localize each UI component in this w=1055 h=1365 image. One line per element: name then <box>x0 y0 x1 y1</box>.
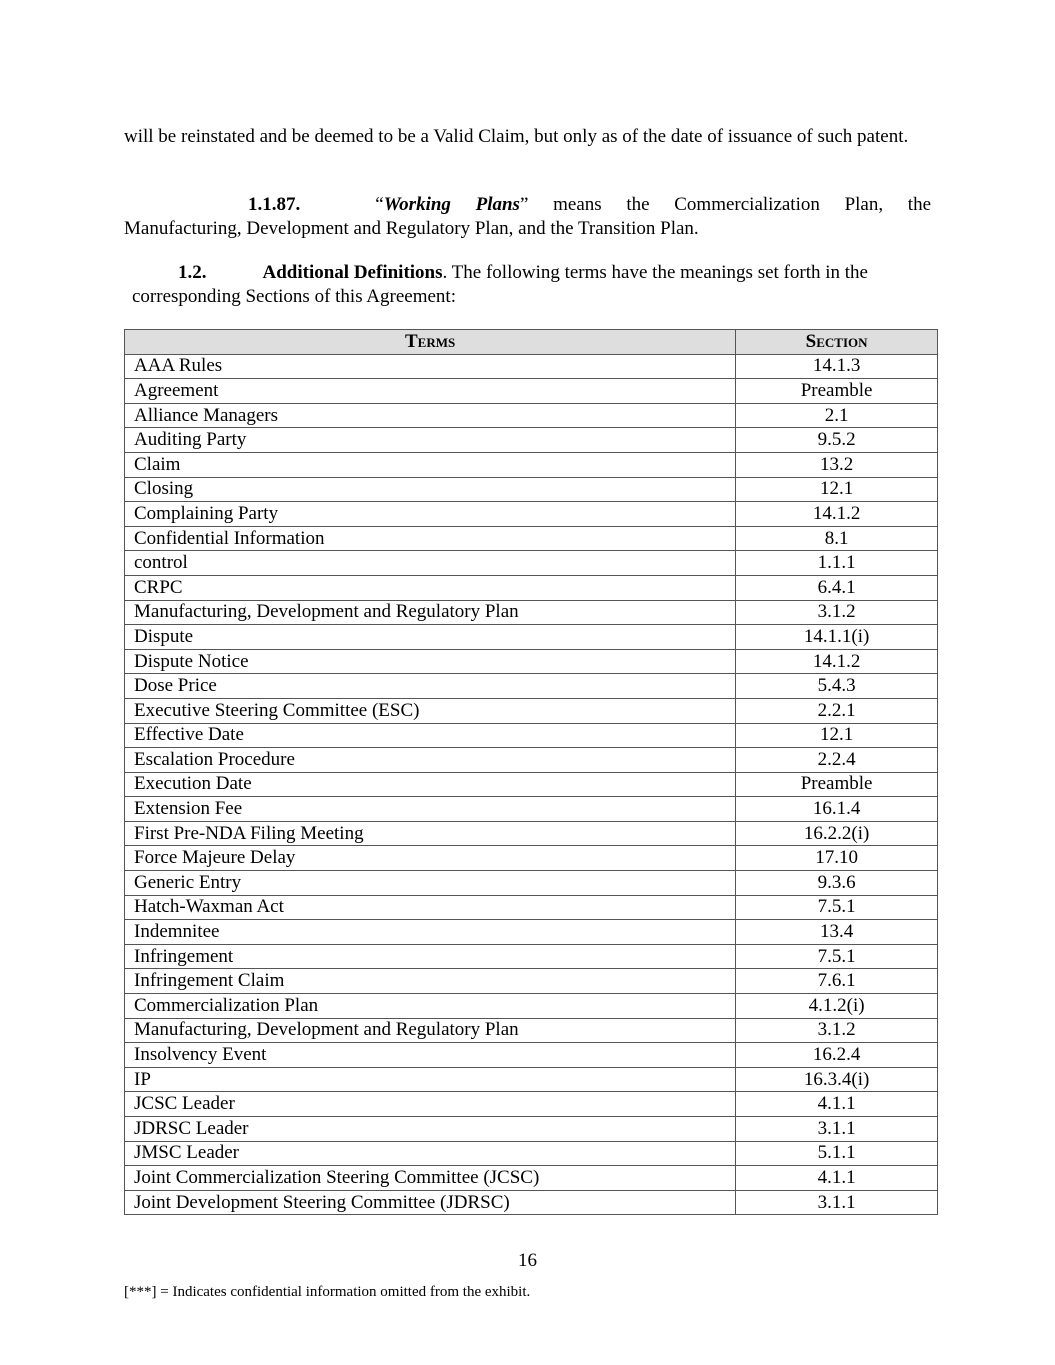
paragraph-text: will be reinstated and be deemed to be a Valid Claim, but only as of the date of issuance of such patent. <box>124 126 909 147</box>
section-cell: 14.1.3 <box>736 354 938 379</box>
term-cell: control <box>125 551 736 576</box>
term-cell: Joint Commercialization Steering Committee (JCSC) <box>125 1166 736 1191</box>
section-cell: 9.3.6 <box>736 871 938 896</box>
term-cell: Confidential Information <box>125 526 736 551</box>
table-row <box>125 403 938 428</box>
section-cell: 14.1.2 <box>736 502 938 527</box>
term-cell: Closing <box>125 477 736 502</box>
term-cell: Dispute Notice <box>125 649 736 674</box>
section-cell: 16.2.2(i) <box>736 821 938 846</box>
table-row <box>125 575 938 600</box>
confidentiality-footnote: [***] = Indicates confidential information omitted from the exhibit. <box>124 1284 531 1300</box>
section-number: 1.1.87. <box>248 194 301 215</box>
term-cell: Generic Entry <box>125 871 736 896</box>
term-cell: Escalation Procedure <box>125 748 736 773</box>
column-header-section: Section <box>736 330 938 355</box>
table-row <box>125 526 938 551</box>
section-cell: 16.3.4(i) <box>736 1067 938 1092</box>
table-row <box>125 1092 938 1117</box>
term-cell: Indemnitee <box>125 920 736 945</box>
section-cell: 14.1.1(i) <box>736 625 938 650</box>
term-cell: Executive Steering Committee (ESC) <box>125 698 736 723</box>
section-cell: 14.1.2 <box>736 649 938 674</box>
table-row <box>125 1190 938 1215</box>
term-cell: Manufacturing, Development and Regulatory Plan <box>125 600 736 625</box>
term-cell: Manufacturing, Development and Regulatory Plan <box>125 1018 736 1043</box>
definition-working-plans <box>124 193 931 241</box>
term-cell: Force Majeure Delay <box>125 846 736 871</box>
table-row <box>125 1043 938 1068</box>
section-cell: 13.4 <box>736 920 938 945</box>
section-cell: 12.1 <box>736 477 938 502</box>
term-cell: Alliance Managers <box>125 403 736 428</box>
term-cell: Dose Price <box>125 674 736 699</box>
term-cell: Joint Development Steering Committee (JDRSC) <box>125 1190 736 1215</box>
table-row <box>125 477 938 502</box>
section-cell: 2.2.4 <box>736 748 938 773</box>
section-cell: 4.1.1 <box>736 1092 938 1117</box>
term-cell: Claim <box>125 452 736 477</box>
section-cell: 16.1.4 <box>736 797 938 822</box>
table-row <box>125 723 938 748</box>
table-row <box>125 428 938 453</box>
table-row <box>125 994 938 1019</box>
term-cell: Infringement <box>125 944 736 969</box>
table-row <box>125 748 938 773</box>
section-cell: 3.1.2 <box>736 600 938 625</box>
table-row <box>125 649 938 674</box>
open-quote: “ <box>375 194 384 215</box>
table-row <box>125 772 938 797</box>
term-cell: Auditing Party <box>125 428 736 453</box>
definitions-table <box>124 329 938 1215</box>
section-cell: 1.1.1 <box>736 551 938 576</box>
table-row <box>125 944 938 969</box>
table-row <box>125 354 938 379</box>
defined-term: Working Plans <box>383 194 520 215</box>
paragraph-text-line1: . The following terms have the meanings set forth in the <box>442 262 868 283</box>
close-quote: ” <box>519 194 529 215</box>
table-row <box>125 797 938 822</box>
table-row <box>125 502 938 527</box>
term-cell: CRPC <box>125 575 736 600</box>
table-row <box>125 1141 938 1166</box>
section-number: 1.2. <box>178 262 207 283</box>
term-cell: JDRSC Leader <box>125 1117 736 1142</box>
table-row <box>125 379 938 404</box>
table-row <box>125 1117 938 1142</box>
term-cell: Extension Fee <box>125 797 736 822</box>
section-cell: 7.5.1 <box>736 895 938 920</box>
table-row <box>125 625 938 650</box>
term-cell: Commercialization Plan <box>125 994 736 1019</box>
table-row <box>125 1067 938 1092</box>
term-cell: Hatch-Waxman Act <box>125 895 736 920</box>
section-cell: 8.1 <box>736 526 938 551</box>
section-cell: Preamble <box>736 379 938 404</box>
table-row <box>125 871 938 896</box>
table-row <box>125 600 938 625</box>
table-row <box>125 895 938 920</box>
section-cell: 17.10 <box>736 846 938 871</box>
table-row <box>125 821 938 846</box>
term-cell: First Pre-NDA Filing Meeting <box>125 821 736 846</box>
term-cell: Execution Date <box>125 772 736 797</box>
table-row <box>125 920 938 945</box>
section-cell: 7.6.1 <box>736 969 938 994</box>
section-cell: 3.1.1 <box>736 1190 938 1215</box>
paragraph-text-line2: corresponding Sections of this Agreement: <box>132 286 456 307</box>
section-cell: 2.2.1 <box>736 698 938 723</box>
section-heading: Additional Definitions <box>262 262 443 283</box>
section-cell: 5.1.1 <box>736 1141 938 1166</box>
term-cell: Insolvency Event <box>125 1043 736 1068</box>
section-cell: 7.5.1 <box>736 944 938 969</box>
table-row <box>125 969 938 994</box>
term-cell: AAA Rules <box>125 354 736 379</box>
table-row <box>125 674 938 699</box>
table-row <box>125 846 938 871</box>
table-row <box>125 1166 938 1191</box>
paragraph-continuation <box>124 125 931 149</box>
definition-text: means the Commercialization Plan, the Manufacturing, Development and Regulatory Plan, and the Transition Plan. <box>124 194 932 239</box>
table-row <box>125 1018 938 1043</box>
section-cell: 3.1.2 <box>736 1018 938 1043</box>
term-cell: JCSC Leader <box>125 1092 736 1117</box>
term-cell: IP <box>125 1067 736 1092</box>
table-body <box>125 354 938 1215</box>
table-row <box>125 551 938 576</box>
section-cell: 3.1.1 <box>736 1117 938 1142</box>
term-cell: Complaining Party <box>125 502 736 527</box>
table-row <box>125 452 938 477</box>
section-cell: 4.1.2(i) <box>736 994 938 1019</box>
column-header-terms: Terms <box>125 330 736 355</box>
table-header-row <box>125 330 938 355</box>
term-cell: JMSC Leader <box>125 1141 736 1166</box>
section-cell: 12.1 <box>736 723 938 748</box>
section-cell: Preamble <box>736 772 938 797</box>
section-cell: 6.4.1 <box>736 575 938 600</box>
term-cell: Dispute <box>125 625 736 650</box>
term-cell: Effective Date <box>125 723 736 748</box>
term-cell: Agreement <box>125 379 736 404</box>
table-row <box>125 698 938 723</box>
section-cell: 16.2.4 <box>736 1043 938 1068</box>
page-number: 16 <box>518 1250 537 1271</box>
additional-definitions-paragraph <box>124 261 931 309</box>
section-cell: 5.4.3 <box>736 674 938 699</box>
term-cell: Infringement Claim <box>125 969 736 994</box>
section-cell: 13.2 <box>736 452 938 477</box>
section-cell: 2.1 <box>736 403 938 428</box>
section-cell: 4.1.1 <box>736 1166 938 1191</box>
section-cell: 9.5.2 <box>736 428 938 453</box>
